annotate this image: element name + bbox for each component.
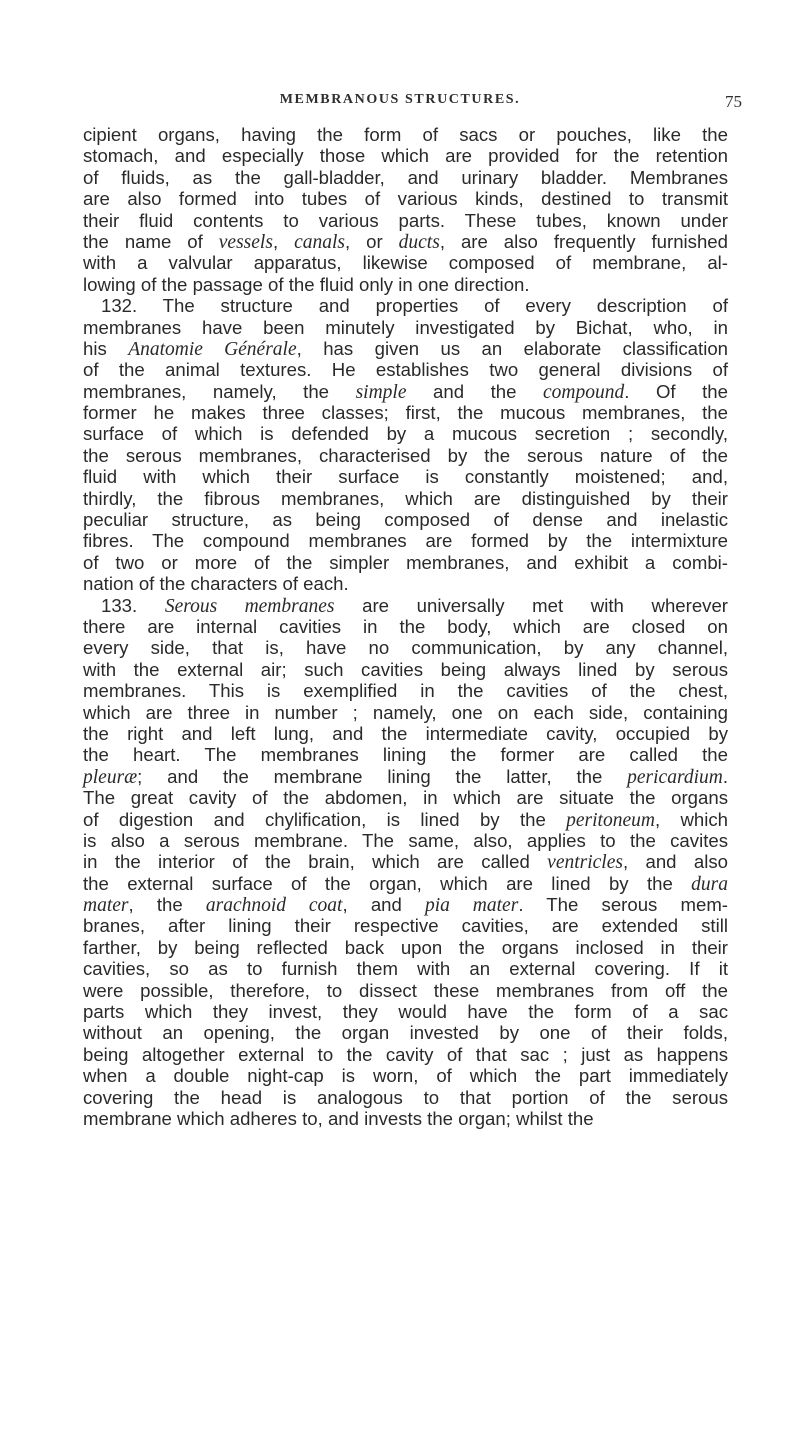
text-line: the heart. The membranes lining the former are called the: [83, 744, 728, 766]
body-text: [83, 124, 728, 1129]
italic-term: peritoneum: [566, 809, 655, 831]
text-line: surface of which is defended by a mucous secretion ; secondly,: [83, 423, 728, 445]
text-line: membrane which adheres to, and invests the organ; whilst the: [83, 1107, 594, 1129]
text-line: the serous membranes, characterised by the serous nature of the: [83, 444, 728, 466]
text-line: being altogether external to the cavity of that sac ; just as happens: [83, 1043, 728, 1065]
page-number: 75: [725, 92, 742, 111]
italic-term: canals: [294, 231, 345, 253]
text-line: the external surface of the organ, which are lined by the dura: [83, 872, 728, 895]
italic-term: vessels: [218, 231, 273, 253]
text-line: without an opening, the organ invested by one of their folds,: [83, 1022, 728, 1044]
text-line: stomach, and especially those which are provided for the retention: [83, 145, 728, 167]
text-line: nation of the characters of each.: [83, 573, 349, 595]
text-line: pleuræ; and the membrane lining the latter, the pericardium.: [83, 765, 728, 788]
text-line: fluid with which their surface is constantly moistened; and,: [83, 466, 728, 488]
text-line: are also formed into tubes of various kinds, destined to transmit: [83, 188, 728, 210]
text-line: former he makes three classes; first, the mucous membranes, the: [83, 402, 728, 424]
italic-term: compound: [543, 381, 625, 403]
text-line: there are internal cavities in the body, which are closed on: [83, 615, 728, 637]
running-title: MEMBRANOUS STRUCTURES.: [279, 92, 521, 107]
italic-term: pia mater: [425, 895, 519, 917]
text-line: lowing of the passage of the fluid only in one direction.: [83, 273, 530, 295]
text-line: the name of vessels, canals, or ducts, are also frequently furnished: [83, 230, 728, 253]
italic-term: pericardium: [627, 766, 723, 788]
italic-term: ventricles: [547, 852, 623, 874]
text-line: farther, by being reflected back upon the organs inclosed in their: [83, 936, 728, 958]
text-line: 132. The structure and properties of every description of: [101, 295, 728, 317]
text-line: when a double night-cap is worn, of which the part immediately: [83, 1065, 728, 1087]
text-line: with a valvular apparatus, likewise composed of membrane, al-: [83, 252, 728, 274]
text-line: branes, after lining their respective cavities, are extended still: [83, 915, 728, 937]
text-line: of the animal textures. He establishes two general divisions of: [83, 359, 728, 381]
italic-term: ducts: [398, 231, 440, 253]
text-line: of fluids, as the gall-bladder, and urinary bladder. Membranes: [83, 166, 728, 188]
text-line: of digestion and chylification, is lined by the peritoneum, which: [83, 808, 728, 831]
italic-term: simple: [355, 381, 407, 403]
text-line: fibres. The compound membranes are formed by the intermixture: [83, 530, 728, 552]
text-line: peculiar structure, as being composed of dense and inelastic: [83, 509, 728, 531]
text-line: cipient organs, having the form of sacs or pouches, like the: [83, 124, 728, 145]
text-line: his Anatomie Générale, has given us an elaborate classification: [83, 337, 729, 360]
text-line: thirdly, the fibrous membranes, which are distinguished by their: [83, 487, 728, 509]
text-line: of two or more of the simpler membranes, and exhibit a combi-: [83, 551, 728, 573]
text-line: membranes have been minutely investigated by Bichat, who, in: [83, 316, 728, 338]
text-line: is also a serous membrane. The same, also, applies to the cavites: [83, 829, 728, 851]
italic-term: pleuræ: [83, 766, 138, 788]
italic-term: Anatomie Générale: [128, 338, 297, 360]
text-line: 133. Serous membranes are universally met with wherever: [101, 594, 728, 617]
text-line: parts which they invest, they would have the form of a sac: [83, 1001, 728, 1023]
text-line: membranes, namely, the simple and the compound. Of the: [83, 380, 728, 403]
text-line: the right and left lung, and the intermediate cavity, occupied by: [83, 722, 728, 744]
italic-term: arachnoid coat: [205, 895, 343, 917]
text-line: every side, that is, have no communication, by any channel,: [83, 637, 728, 659]
italic-term: dura: [691, 873, 728, 895]
text-line: The great cavity of the abdomen, in which are situate the organs: [83, 787, 728, 809]
text-line: mater, the arachnoid coat, and pia mater. The serous mem-: [83, 894, 729, 917]
text-line: with the external air; such cavities being always lined by serous: [83, 658, 728, 680]
italic-term: mater: [83, 895, 129, 917]
text-line: in the interior of the brain, which are called ventricles, and also: [83, 851, 728, 874]
running-head: [0, 92, 800, 112]
text-line: were possible, therefore, to dissect these membranes from off the: [83, 979, 728, 1001]
text-line: membranes. This is exemplified in the cavities of the chest,: [83, 680, 728, 702]
text-line: their fluid contents to various parts. These tubes, known under: [83, 209, 728, 231]
italic-term: Serous membranes: [164, 595, 335, 617]
text-line: which are three in number ; namely, one on each side, containing: [83, 701, 728, 723]
text-line: covering the head is analogous to that portion of the serous: [83, 1086, 728, 1108]
text-line: cavities, so as to furnish them with an external covering. If it: [83, 958, 728, 980]
